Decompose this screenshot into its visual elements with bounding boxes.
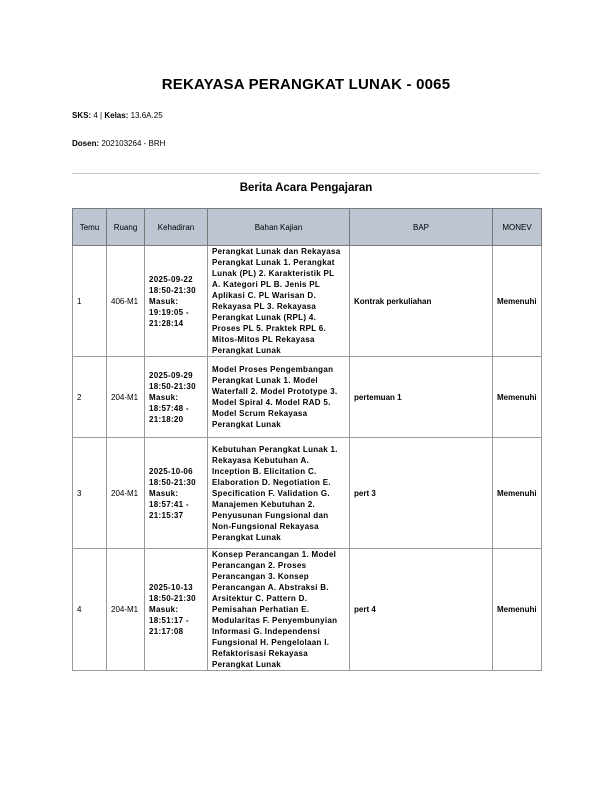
column-header-monev: MONEV: [493, 209, 542, 246]
column-header-bap: BAP: [350, 209, 493, 246]
cell-ruang: 204-M1: [107, 438, 145, 549]
divider: [72, 173, 540, 174]
kelas-label: Kelas:: [104, 111, 129, 120]
cell-monev: Memenuhi: [493, 438, 542, 549]
kelas-value: 13.6A.25: [130, 111, 163, 120]
cell-monev: Memenuhi: [493, 246, 542, 357]
cell-kehadiran: 2025-10-13 18:50-21:30 Masuk: 18:51:17 - 21:17:08: [145, 549, 208, 671]
cell-temu: 3: [73, 438, 107, 549]
cell-monev: Memenuhi: [493, 549, 542, 671]
cell-ruang: 204-M1: [107, 549, 145, 671]
sks-label: SKS:: [72, 111, 92, 120]
cell-bahan-kajian: Konsep Perancangan 1. Model Perancangan 2. Proses Perancangan 3. Konsep Perancangan A. Abstraksi B. Arsitektur C. Pattern D. Pemisahan Perhatian E. Modularitas F. Penyembunyian Informasi G. Independensi Fungsional H. Pengelolaan I. Refaktorisasi Rekayasa Perangkat Lunak: [208, 549, 350, 671]
dosen-value: 202103264 - BRH: [101, 139, 166, 148]
cell-kehadiran: 2025-09-29 18:50-21:30 Masuk: 18:57:48 - 21:18:20: [145, 357, 208, 438]
cell-bap: Kontrak perkuliahan: [350, 246, 493, 357]
table-row: [73, 549, 542, 671]
cell-bap: pert 4: [350, 549, 493, 671]
cell-temu: 4: [73, 549, 107, 671]
lecturer-info: [72, 139, 165, 148]
course-info: [72, 111, 163, 120]
teaching-report-table: [72, 208, 542, 671]
cell-bap: pert 3: [350, 438, 493, 549]
table-row: [73, 438, 542, 549]
section-title: Berita Acara Pengajaran: [239, 182, 373, 194]
cell-bahan-kajian: Kebutuhan Perangkat Lunak 1. Rekayasa Kebutuhan A. Inception B. Elicitation C. Elaboration D. Negotiation E. Specification F. Validation G. Manajemen Kebutuhan 2. Penyusunan Fungsional dan Non-Fungsional Rekayasa Perangkat Lunak: [208, 438, 350, 549]
table-header-row: [73, 209, 542, 246]
cell-monev: Memenuhi: [493, 357, 542, 438]
cell-kehadiran: 2025-09-22 18:50-21:30 Masuk: 19:19:05 - 21:28:14: [145, 246, 208, 357]
column-header-temu: Temu: [73, 209, 107, 246]
table-row: [73, 357, 542, 438]
cell-temu: 2: [73, 357, 107, 438]
page-title: REKAYASA PERANGKAT LUNAK - 0065: [161, 76, 451, 93]
cell-bahan-kajian: Perangkat Lunak dan Rekayasa Perangkat Lunak 1. Perangkat Lunak (PL) 2. Karakteristik PL A. Kategori PL B. Jenis PL Aplikasi C. PL Warisan D. Rekayasa PL 3. Rekayasa Perangkat Lunak (RPL) 4. Proses PL 5. Praktek RPL 6. Mitos-Mitos PL Rekayasa Perangkat Lunak: [208, 246, 350, 357]
column-header-kehadiran: Kehadiran: [145, 209, 208, 246]
cell-bap: pertemuan 1: [350, 357, 493, 438]
column-header-bahan-kajian: Bahan Kajian: [208, 209, 350, 246]
cell-ruang: 204-M1: [107, 357, 145, 438]
cell-bahan-kajian: Model Proses Pengembangan Perangkat Lunak 1. Model Waterfall 2. Model Prototype 3. Model Spiral 4. Model RAD 5. Model Scrum Rekayasa Perangkat Lunak: [208, 357, 350, 438]
dosen-label: Dosen:: [72, 139, 100, 148]
cell-temu: 1: [73, 246, 107, 357]
sks-value: 4: [93, 111, 98, 120]
cell-ruang: 406-M1: [107, 246, 145, 357]
table-row: [73, 246, 542, 357]
cell-kehadiran: 2025-10-06 18:50-21:30 Masuk: 18:57:41 - 21:15:37: [145, 438, 208, 549]
separator: |: [100, 111, 103, 120]
column-header-ruang: Ruang: [107, 209, 145, 246]
